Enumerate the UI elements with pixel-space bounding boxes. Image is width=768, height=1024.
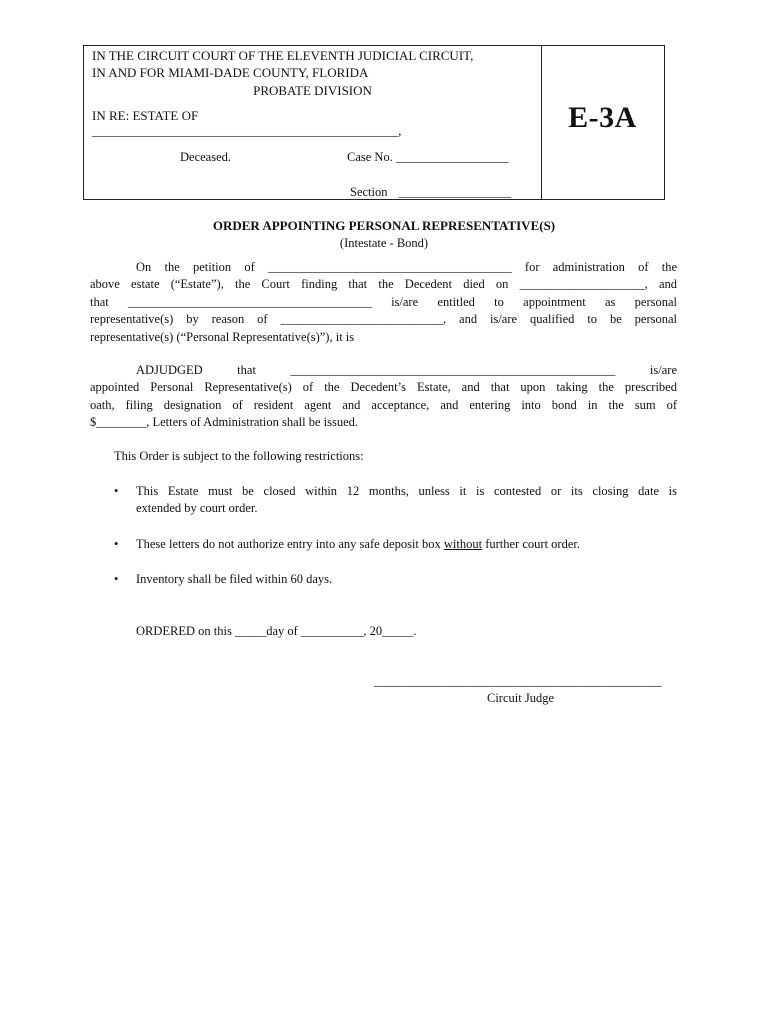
petition-line-5: representative(s) (“Personal Representative(s)”), it is	[90, 329, 355, 344]
restriction-text	[136, 483, 677, 518]
section-field	[350, 185, 511, 200]
petitioner-blank: _______________________________________	[267, 260, 512, 274]
adjudged-paragraph	[90, 362, 677, 432]
petition-text: representative(s) by reason of	[90, 312, 268, 327]
underlined-word: without	[443, 537, 483, 551]
restrictions-intro: This Order is subject to the following restrictions:	[114, 449, 364, 463]
signature-line: ______________________________________________	[374, 674, 662, 688]
document-title: ORDER APPOINTING PERSONAL REPRESENTATIVE(S)	[212, 218, 556, 233]
adjudged-line-2: appointed Personal Representative(s) of the Decedent’s Estate, and that upon taking the prescribed	[90, 380, 677, 395]
petition-text: On the petition of	[136, 260, 255, 274]
adjudged-text: ADJUDGED	[136, 363, 203, 377]
division-label: PROBATE DIVISION	[253, 83, 372, 98]
ordered-date-line: ORDERED on this _____day of __________, 20_____.	[136, 624, 417, 638]
restriction-line: This Estate must be closed within 12 months, unless it is contested or its closing date is	[136, 484, 677, 498]
deceased-label: Deceased.	[180, 150, 232, 164]
signature-label: Circuit Judge	[487, 691, 555, 705]
petition-text: for administration of the	[524, 260, 677, 274]
bullet-icon: •	[114, 572, 119, 586]
appointee-name-blank: ____________________________________________________	[290, 363, 616, 377]
adjudged-text: is/are	[649, 363, 677, 377]
petition-line-3	[90, 294, 677, 311]
petition-line-2	[90, 276, 677, 293]
section-label: Section	[350, 185, 388, 199]
adjudged-text: that	[237, 363, 256, 377]
petition-text: above estate (“Estate”), the Court finding that the Decedent died on	[90, 277, 509, 292]
case-caption-box	[83, 45, 665, 200]
adjudged-line-1	[90, 362, 677, 379]
bullet-icon: •	[114, 484, 119, 498]
restriction-text: Inventory shall be filed within 60 days.	[136, 572, 333, 586]
restriction-text	[136, 536, 677, 553]
case-no-label: Case No.	[347, 150, 393, 164]
court-name-line-1: IN THE CIRCUIT COURT OF THE ELEVENTH JUDICIAL CIRCUIT,	[92, 48, 474, 63]
death-date-blank: ____________________,	[519, 277, 648, 292]
bullet-icon: •	[114, 537, 119, 551]
form-code: E-3A	[568, 101, 637, 134]
caption-right-cell	[541, 46, 664, 199]
section-blank: __________________	[398, 185, 512, 199]
petition-text: that	[90, 294, 109, 309]
decedent-name-blank: _________________________________________________,	[92, 124, 402, 138]
representative-name-blank: _______________________________________	[128, 294, 372, 309]
in-re-label: IN RE: ESTATE OF	[92, 108, 199, 123]
case-number-field	[347, 150, 508, 165]
restriction-line: extended by court order.	[136, 501, 258, 516]
petition-text: is/are entitled to appointment as personal	[391, 294, 677, 309]
petition-text: and	[658, 277, 678, 292]
case-no-blank: __________________	[395, 150, 509, 164]
restriction-line: further court order.	[485, 537, 580, 551]
adjudged-line-4: $________, Letters of Administration shall be issued.	[90, 415, 359, 430]
restriction-line: These letters do not authorize entry into any safe deposit box	[136, 537, 441, 551]
reason-blank: __________________________,	[280, 312, 447, 327]
petition-line-1	[90, 259, 677, 276]
document-subtitle: (Intestate - Bond)	[339, 236, 429, 250]
caption-left-cell	[84, 46, 542, 199]
adjudged-line-3: oath, filing designation of resident agent and acceptance, and entering into bond in the sum of	[90, 397, 677, 412]
petition-line-4	[90, 311, 677, 328]
petition-paragraph	[90, 259, 677, 346]
petition-text: and is/are qualified to be personal	[459, 312, 678, 327]
court-name-line-2: IN AND FOR MIAMI-DADE COUNTY, FLORIDA	[92, 65, 369, 80]
